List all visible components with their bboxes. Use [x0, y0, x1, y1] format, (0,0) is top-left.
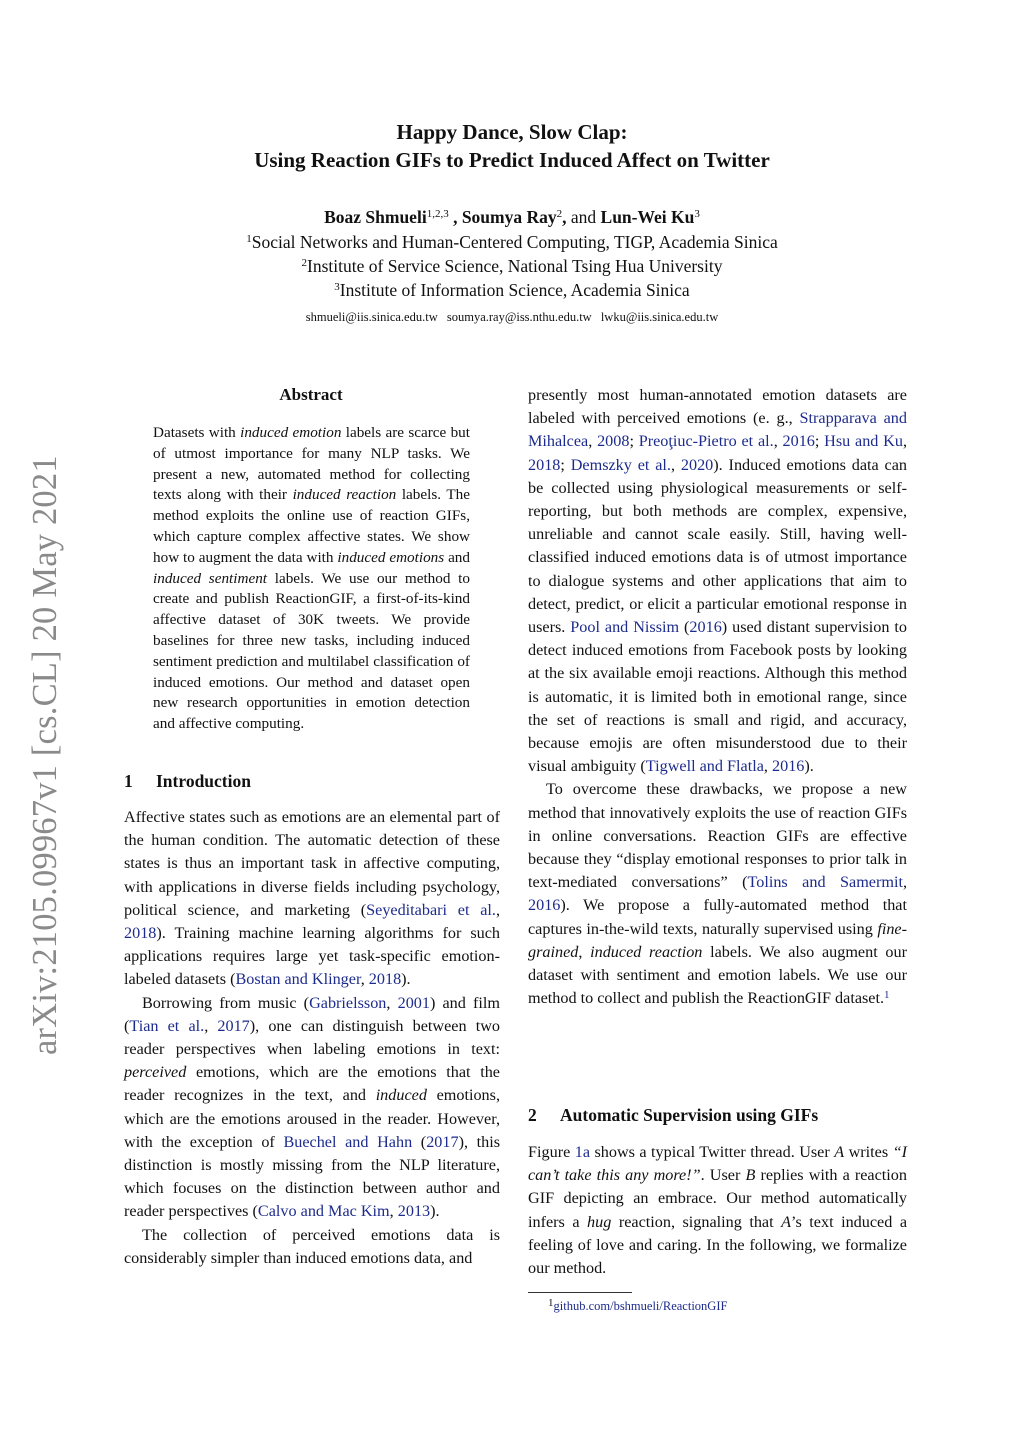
citation-link[interactable]: Demszky et al.: [570, 455, 671, 474]
affiliation: $^2$Institute of Service Science, National Tsing Hua University: [301, 256, 723, 276]
left-column-body: [124, 806, 500, 1270]
section-2-body: [528, 1141, 907, 1280]
affiliation: $^1$Social Networks and Human-Centered Computing, TIGP, Academia Sinica: [246, 232, 778, 252]
email-link[interactable]: lwku@iis.sinica.edu.tw: [600, 310, 719, 324]
citation-year-link[interactable]: 2016: [782, 432, 815, 451]
citation-year-link[interactable]: 2018: [368, 970, 402, 989]
abstract-body: Datasets with induced emotion labels are scarce but of utmost importance for many NLP tasks. We present a new, automated method for collecting texts along with their induced reaction labels. The method exploits the online use of reaction GIFs, which capture complex affective states. We show how to augment the data with induced emotions and induced sentiment labels. We use our method to create and publish ReactionGIF, a first-of-its-kind affective dataset of 30K tweets. We provide baselines for three new tasks, including induced sentiment prediction and multilabel classification of induced emotions. Our method and dataset open new research opportunities in emotion detection and affective computing.: [153, 424, 470, 733]
footnote-marker-link[interactable]: 1: [884, 989, 890, 1002]
citation-year-link[interactable]: 2017: [217, 1016, 250, 1035]
citation-year-link[interactable]: 2016: [528, 896, 561, 915]
citation-link[interactable]: Buechel and Hahn: [283, 1132, 413, 1151]
right-column-body: [528, 384, 907, 1010]
citation-year-link[interactable]: 2018: [528, 455, 561, 474]
citation-link[interactable]: Seyeditabari et al.: [366, 900, 496, 919]
citation-link[interactable]: Strapparava and Mihalcea: [528, 409, 907, 451]
paper-title-line-1: Happy Dance, Slow Clap:: [396, 120, 628, 144]
section-heading-introduction: 1 Introduction: [124, 771, 251, 791]
paragraph: The collection of perceived emotions data is considerably simpler than induced emotions data, and: [124, 1225, 500, 1267]
arxiv-stamp: arXiv:2105.09967v1 [cs.CL] 20 May 2021: [26, 455, 64, 1055]
citation-link[interactable]: Bostan and Klinger: [235, 970, 361, 989]
footnote: $^1$github.com/bshmueli/ReactionGIF: [548, 1297, 728, 1313]
citation-link[interactable]: Tian et al.: [129, 1016, 205, 1035]
citation-year-link[interactable]: 2016: [689, 618, 722, 637]
citation-year-link[interactable]: 2017: [426, 1132, 459, 1151]
author-conjunction: and: [570, 207, 597, 227]
author-affil-sup: 3: [694, 208, 700, 220]
author-affil-sup: 1,2,3: [426, 208, 449, 220]
citation-year-link[interactable]: 2001: [397, 993, 430, 1012]
footnote-link[interactable]: github.com/bshmueli/ReactionGIF: [553, 1299, 728, 1313]
citation-year-link[interactable]: 2020: [680, 455, 714, 474]
affiliation: $^3$Institute of Information Science, Academia Sinica: [334, 280, 690, 300]
author-name: Boaz Shmueli: [324, 207, 427, 227]
paragraph: Borrowing from music (Gabrielsson, 2001) and film (Tian et al., 2017), one can distinguish between two reader perspectives when labeling emotions in text: perceived emotions, which are the emotions that the reader recognizes in the text, and induced emotions, which are the emotions aroused in the reader. However, with the exception of Buechel and Hahn (2017), this distinction is mostly missing from the NLP literature, which focuses on the distinction between author and reader perspectives (Calvo and Mac Kim, 2013).: [124, 993, 501, 1221]
citation-year-link[interactable]: 2018: [124, 924, 157, 943]
author-name: Lun-Wei Ku: [600, 207, 695, 227]
citation-link[interactable]: Gabrielsson: [309, 993, 387, 1012]
citation-link[interactable]: Calvo and Mac Kim: [257, 1202, 390, 1221]
citation-link[interactable]: Tolins and Samermit: [747, 873, 903, 892]
email-link[interactable]: soumya.ray@iss.nthu.edu.tw: [446, 310, 592, 324]
citation-year-link[interactable]: 2008: [597, 432, 630, 451]
abstract-heading: Abstract: [279, 385, 343, 404]
citation-link[interactable]: Pool and Nissim: [570, 618, 680, 637]
author-name: Soumya Ray: [461, 207, 557, 227]
citation-year-link[interactable]: 2013: [397, 1202, 431, 1221]
paper-title-line-2: Using Reaction GIFs to Predict Induced Affect on Twitter: [254, 148, 770, 172]
author-list: Boaz Shmueli$^{1,2,3}$ , Soumya Ray$^2$, and Lun-Wei Ku$^3$: [324, 207, 700, 227]
citation-link[interactable]: Tigwell and Flatla: [645, 757, 764, 776]
paragraph: Affective states such as emotions are an elemental part of the human condition. The automatic detection of these states is thus an important task in affective computing, with applications in diverse fields including psychology, political science, and marketing (Seyeditabari et al., 2018). Training machine learning algorithms for such applications requires large yet task-specific emotion-labeled datasets (Bostan and Klinger, 2018).: [124, 808, 500, 989]
paragraph: To overcome these drawbacks, we propose a new method that innovatively exploits the use of reaction GIFs in online conversations. Reaction GIFs are effective because they “display emotional responses to prior talk in text-mediated conversations” (Tolins and Samermit, 2016). We propose a fully-automated method that captures in-the-wild texts, naturally supervised using fine-grained, induced reaction labels. We also augment our dataset with sentiment and emotion labels. We use our method to collect and publish the ReactionGIF dataset.$^1$: [528, 780, 907, 1008]
author-emails: [0, 308, 1024, 326]
email-link[interactable]: shmueli@iis.sinica.edu.tw: [305, 310, 438, 324]
paragraph: presently most human-annotated emotion datasets are labeled with perceived emotions (e. g., Strapparava and Mihalcea, 2008; Preoţiuc-Pietro et al., 2016; Hsu and Ku, 2018; Demszky et al., 2020). Induced emotions data can be collected using physiological measurements or self-reporting, but both methods are complex, expensive, unreliable and cannot scale easily. Still, having well-classified induced emotions data is of utmost importance to dialogue systems and other applications that aim to detect, predict, or elicit a particular emotional response in users. Pool and Nissim (2016) used distant supervision to detect induced emotions from Facebook posts by looking at the six available emoji reactions. Although this method is automatic, it is limited both in emotional range, since the set of reactions is small and rigid, and accuracy, because emojis are often misunderstood due to their visual ambiguity (Tigwell and Flatla, 2016).: [528, 386, 908, 776]
footnote-rule: [528, 1292, 632, 1293]
citation-year-link[interactable]: 2016: [772, 757, 805, 776]
section-heading-automatic-supervision: 2 Automatic Supervision using GIFs: [528, 1105, 819, 1125]
figure-ref-link[interactable]: 1a: [574, 1143, 591, 1161]
citation-link[interactable]: Preoţiuc-Pietro et al.: [638, 432, 774, 451]
citation-link[interactable]: Hsu and Ku: [824, 432, 903, 451]
author-affil-sup: 2: [556, 208, 563, 220]
paragraph: Figure 1a shows a typical Twitter thread. User A writes “I can’t take this any more!”. User B replies with a reaction GIF depicting an embrace. Our method automatically infers a hug reaction, signaling that A’s text induced a feeling of love and caring. In the following, we formalize our method.: [528, 1143, 908, 1278]
